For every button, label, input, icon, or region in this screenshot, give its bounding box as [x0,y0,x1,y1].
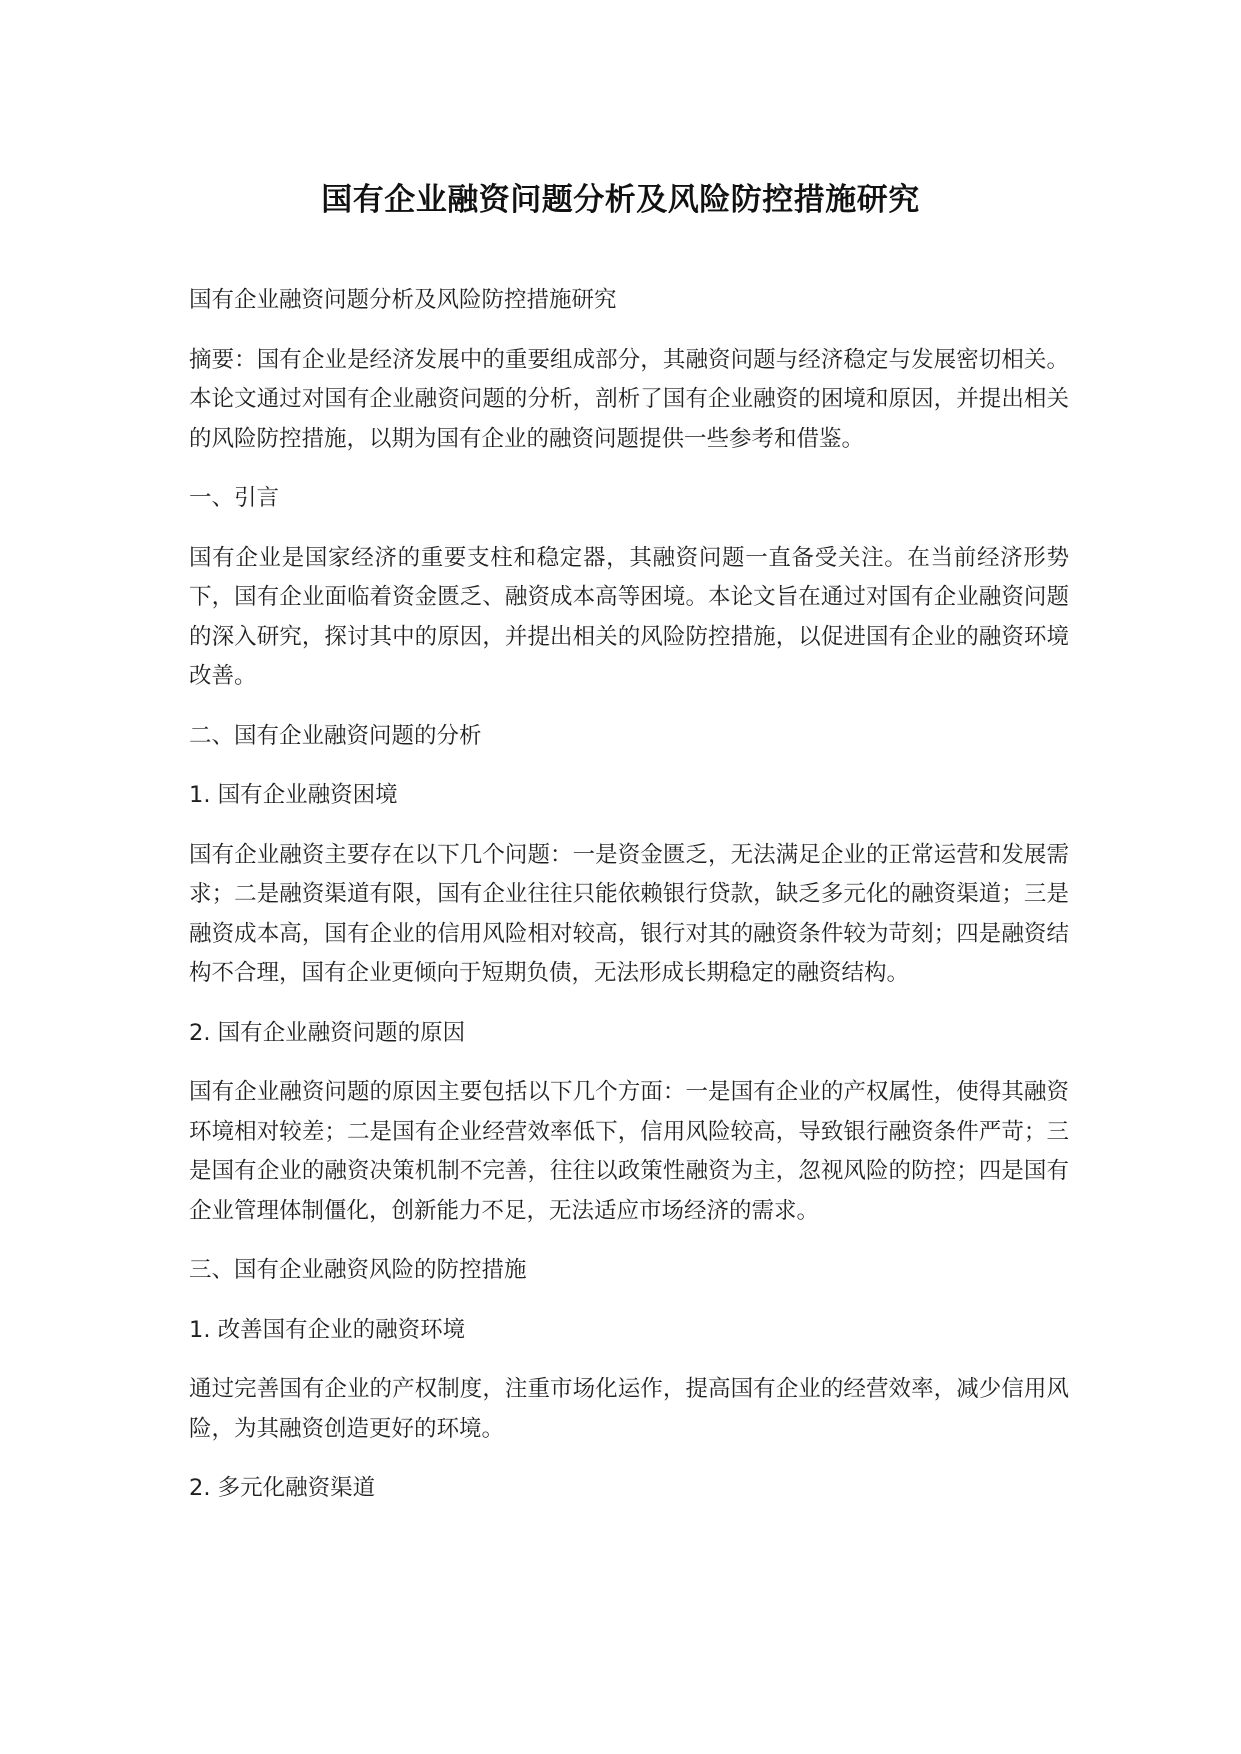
section-heading-introduction: 一、引言 [189,485,280,511]
difficulties-paragraph: 国有企业融资主要存在以下几个问题：一是资金匮乏，无法满足企业的正常运营和发展需求；二是融资渠道有限，国有企业往往只能依赖银行贷款，缺乏多元化的融资渠道；三是融资成本高，国有企业的信用风险相对较高，银行对其的融资条件较为苛刻；四是融资结构不合理，国有企业更倾向于短期负债，无法形成长期稳定的融资结构。 [189,841,1069,986]
subsection-heading-difficulties: 1. 国有企业融资困境 [189,782,398,808]
subsection-heading-channels: 2. 多元化融资渠道 [189,1475,376,1501]
environment-paragraph: 通过完善国有企业的产权制度，注重市场化运作，提高国有企业的经营效率，减少信用风险，为其融资创造更好的环境。 [189,1376,1069,1442]
subsection-heading-environment: 1. 改善国有企业的融资环境 [189,1316,466,1343]
abstract-paragraph: 摘要：国有企业是经济发展中的重要组成部分，其融资问题与经济稳定与发展密切相关。本论文通过对国有企业融资问题的分析，剖析了国有企业融资的困境和原因，并提出相关的风险防控措施，以期为国有企业的融资问题提供一些参考和借鉴。 [189,346,1069,452]
section-heading-analysis: 二、国有企业融资问题的分析 [189,722,482,749]
subsection-heading-causes: 2. 国有企业融资问题的原因 [189,1019,466,1046]
causes-paragraph: 国有企业融资问题的原因主要包括以下几个方面：一是国有企业的产权属性，使得其融资环境相对较差；二是国有企业经营效率低下，信用风险较高，导致银行融资条件严苛；三是国有企业的融资决策机制不完善，往往以政策性融资为主，忽视风险的防控；四是国有企业管理体制僵化，创新能力不足，无法适应市场经济的需求。 [189,1079,1069,1224]
section-heading-measures: 三、国有企业融资风险的防控措施 [189,1257,527,1283]
introduction-paragraph: 国有企业是国家经济的重要支柱和稳定器，其融资问题一直备受关注。在当前经济形势下，国有企业面临着资金匮乏、融资成本高等困境。本论文旨在通过对国有企业融资问题的深入研究，探讨其中的原因，并提出相关的风险防控措施，以促进国有企业的融资环境改善。 [189,544,1069,689]
document-body [189,281,1069,1509]
document-title: 国有企业融资问题分析及风险防控措施研究 [321,182,920,218]
subtitle-paragraph: 国有企业融资问题分析及风险防控措施研究 [189,287,617,313]
